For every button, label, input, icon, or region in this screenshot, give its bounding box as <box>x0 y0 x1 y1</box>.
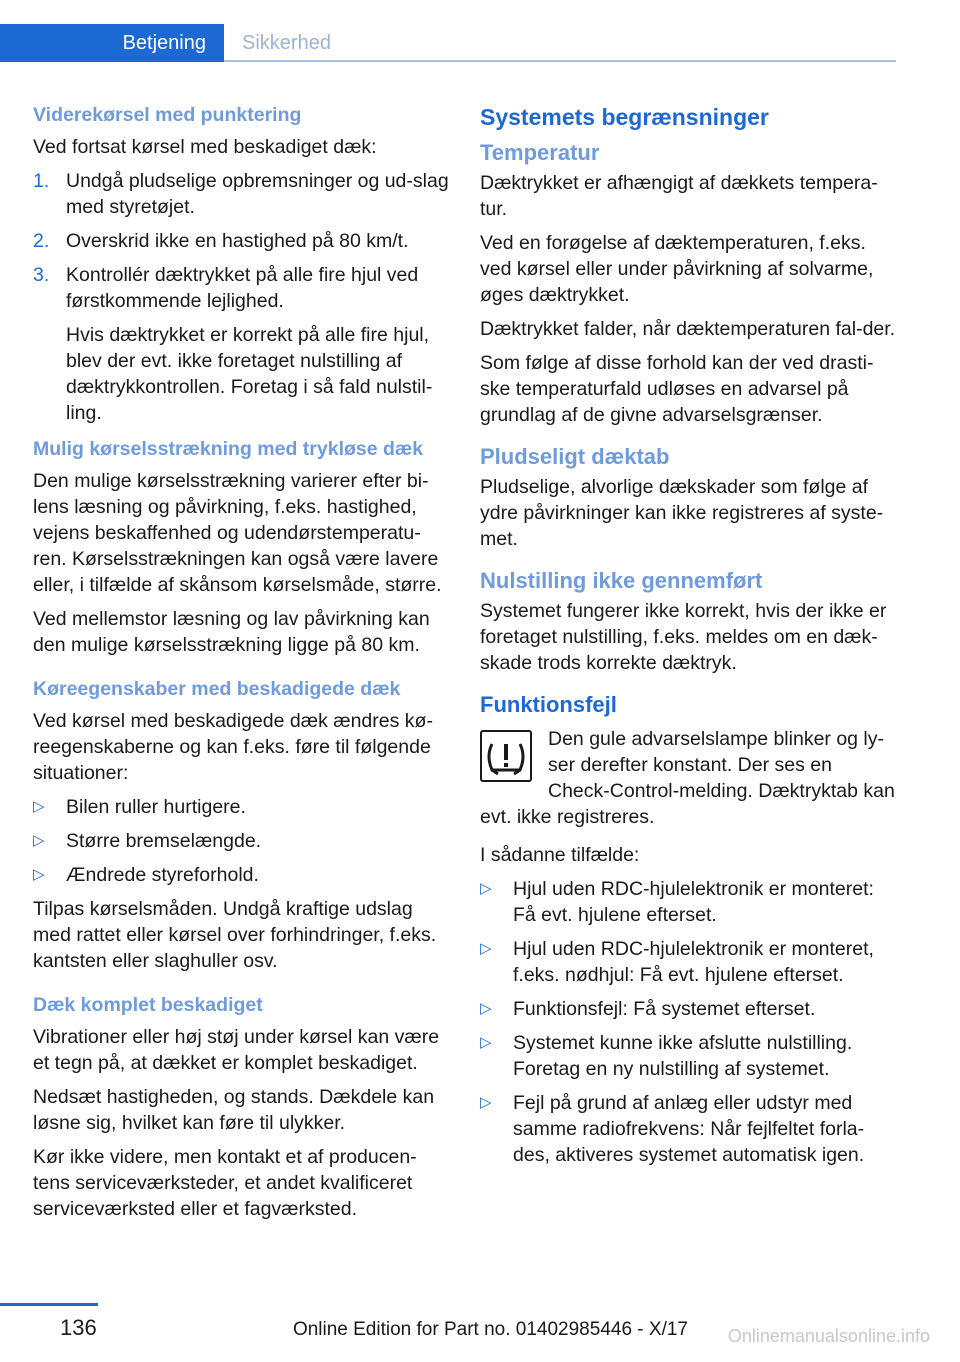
triangle-right-icon: ▷ <box>480 1034 492 1051</box>
triangle-right-icon: ▷ <box>480 1094 492 1111</box>
item-text: Fejl på grund af anlæg eller udstyr med samme radiofrekvens: Når fejlfeltet forla-des, aktiveres systemet automatisk igen. <box>513 1092 865 1166</box>
left-column <box>33 102 449 1230</box>
numbered-list <box>33 168 449 426</box>
page-number: 136 <box>60 1315 97 1340</box>
paragraph: Den mulige kørselsstrækning varierer efter bi-lens læsning og påvirkning, f.eks. hastighed, vejens beskaffenhed og udendørstemperatu-ren. Kørselsstrækningen kan også være lavere eller, i tilfælde af skånsom kørselsmåde, større. <box>33 470 442 596</box>
item-text: Større bremselængde. <box>66 830 262 852</box>
edition-note: Online Edition for Part no. 01402985446 - X/17 <box>292 1319 688 1340</box>
paragraph: Kør ikke videre, men kontakt et af producen-tens serviceværksteder, et andet kvalificeret serviceværksted eller et fagværksted. <box>33 1146 417 1220</box>
item-text: Undgå pludselige opbremsninger og ud-slag med styretøjet. <box>66 170 449 218</box>
item-text: Funktionsfejl: Få systemet efterset. <box>513 998 816 1020</box>
list-item <box>480 996 898 1022</box>
right-column <box>480 102 898 1176</box>
paragraph: Pludselige, alvorlige dækskader som følge af ydre påvirkninger kan ikke registreres af syste-met. <box>480 476 884 550</box>
paragraph: Ved fortsat kørsel med beskadiget dæk: <box>33 136 377 158</box>
watermark: Onlinemanualsonline.info <box>727 1326 930 1346</box>
list-item <box>33 862 449 888</box>
paragraph: Ved kørsel med beskadigede dæk ændres kø-reegenskaberne og kan f.eks. føre til følgende situationer: <box>33 710 433 784</box>
triangle-right-icon: ▷ <box>33 866 45 883</box>
paragraph: Vibrationer eller høj støj under kørsel kan være et tegn på, at dækket er komplet beskadiget. <box>33 1026 440 1074</box>
list-item <box>33 168 449 220</box>
item-text: Overskrid ikke en hastighed på 80 km/t. <box>66 230 409 252</box>
paragraph: Systemet fungerer ikke korrekt, hvis der ikke er foretaget nulstilling, f.eks. meldes om en dæk-skade trods korrekte dæktryk. <box>480 600 887 674</box>
item-continuation: Hvis dæktrykket er korrekt på alle fire hjul, blev der evt. ikke foretaget nulstilling af dæktrykkontrollen. Foretag i så fald nulstil-ling. <box>66 324 433 424</box>
tire-pressure-warning-icon <box>480 730 532 782</box>
item-text: Ændrede styreforhold. <box>66 864 259 886</box>
item-number: 1. <box>33 170 50 192</box>
list-item <box>33 794 449 820</box>
subsection-heading: Funktionsfejl <box>480 692 617 717</box>
paragraph: Dæktrykket er afhængigt af dækkets tempera-tur. <box>480 172 878 220</box>
subsection-heading: Temperatur <box>480 140 600 165</box>
item-number: 2. <box>33 230 50 252</box>
item-text: Systemet kunne ikke afslutte nulstilling. Foretag en ny nulstilling af systemet. <box>513 1032 853 1080</box>
section-heading: Dæk komplet beskadiget <box>33 994 263 1016</box>
list-item <box>33 262 449 426</box>
section-heading: Køreegenskaber med beskadigede dæk <box>33 678 401 700</box>
list-item <box>480 1030 898 1082</box>
triangle-right-icon: ▷ <box>480 1000 492 1017</box>
page-header <box>0 0 960 64</box>
tab-sikkerhed[interactable]: Sikkerhed <box>242 31 331 54</box>
paragraph: Nedsæt hastigheden, og stands. Dækdele kan løsne sig, hvilket kan føre til ulykker. <box>33 1086 435 1134</box>
list-item <box>33 828 449 854</box>
section-heading: Mulig kørselsstrækning med trykløse dæk <box>33 438 424 460</box>
paragraph: Tilpas kørselsmåden. Undgå kraftige udslag med rattet eller kørsel over forhindringer, f.eks. kantsten eller slaghuller osv. <box>33 898 437 972</box>
paragraph: Dæktrykket falder, når dæktemperaturen fal-der. <box>480 318 896 340</box>
list-item <box>480 876 898 928</box>
subsection-heading: Nulstilling ikke gennemført <box>480 568 763 593</box>
section-heading: Viderekørsel med punktering <box>33 104 302 126</box>
triangle-right-icon: ▷ <box>480 880 492 897</box>
warning-block <box>480 726 898 830</box>
paragraph: Ved en forøgelse af dæktemperaturen, f.eks. ved kørsel eller under påvirkning af solvarme, øges dæktrykket. <box>480 232 874 306</box>
bullet-list <box>33 794 449 888</box>
paragraph: Som følge af disse forhold kan der ved drasti-ske temperaturfald udløses en advarsel på grundlag af de givne advarselsgrænser. <box>480 352 874 426</box>
item-text: Bilen ruller hurtigere. <box>66 796 246 818</box>
item-text: Kontrollér dæktrykket på alle fire hjul ved førstkommende lejlighed. <box>66 264 419 312</box>
item-number: 3. <box>33 264 50 286</box>
list-item <box>480 936 898 988</box>
triangle-right-icon: ▷ <box>33 798 45 815</box>
triangle-right-icon: ▷ <box>480 940 492 957</box>
item-text: Hjul uden RDC-hjulelektronik er monteret: Få evt. hjulene efterset. <box>513 878 874 926</box>
paragraph: Den gule advarselslampe blinker og ly-ser derefter konstant. Der ses en Check-Control-melding. Dæktryktab kan evt. ikke registreres. <box>480 728 895 828</box>
list-item <box>480 1090 898 1168</box>
footer-rule <box>0 1303 98 1306</box>
bullet-list <box>480 876 898 1168</box>
triangle-right-icon: ▷ <box>33 832 45 849</box>
page-section-title: Systemets begrænsninger <box>480 104 769 130</box>
tab-betjening[interactable]: Betjening <box>0 24 224 62</box>
subsection-heading: Pludseligt dæktab <box>480 444 670 469</box>
list-item <box>33 228 449 254</box>
paragraph: I sådanne tilfælde: <box>480 844 640 866</box>
paragraph: Ved mellemstor læsning og lav påvirkning kan den mulige kørselsstrækning ligge på 80 km. <box>33 608 430 656</box>
header-rule <box>224 60 896 62</box>
item-text: Hjul uden RDC-hjulelektronik er monteret, f.eks. nødhjul: Få evt. hjulene efterset. <box>513 938 874 986</box>
